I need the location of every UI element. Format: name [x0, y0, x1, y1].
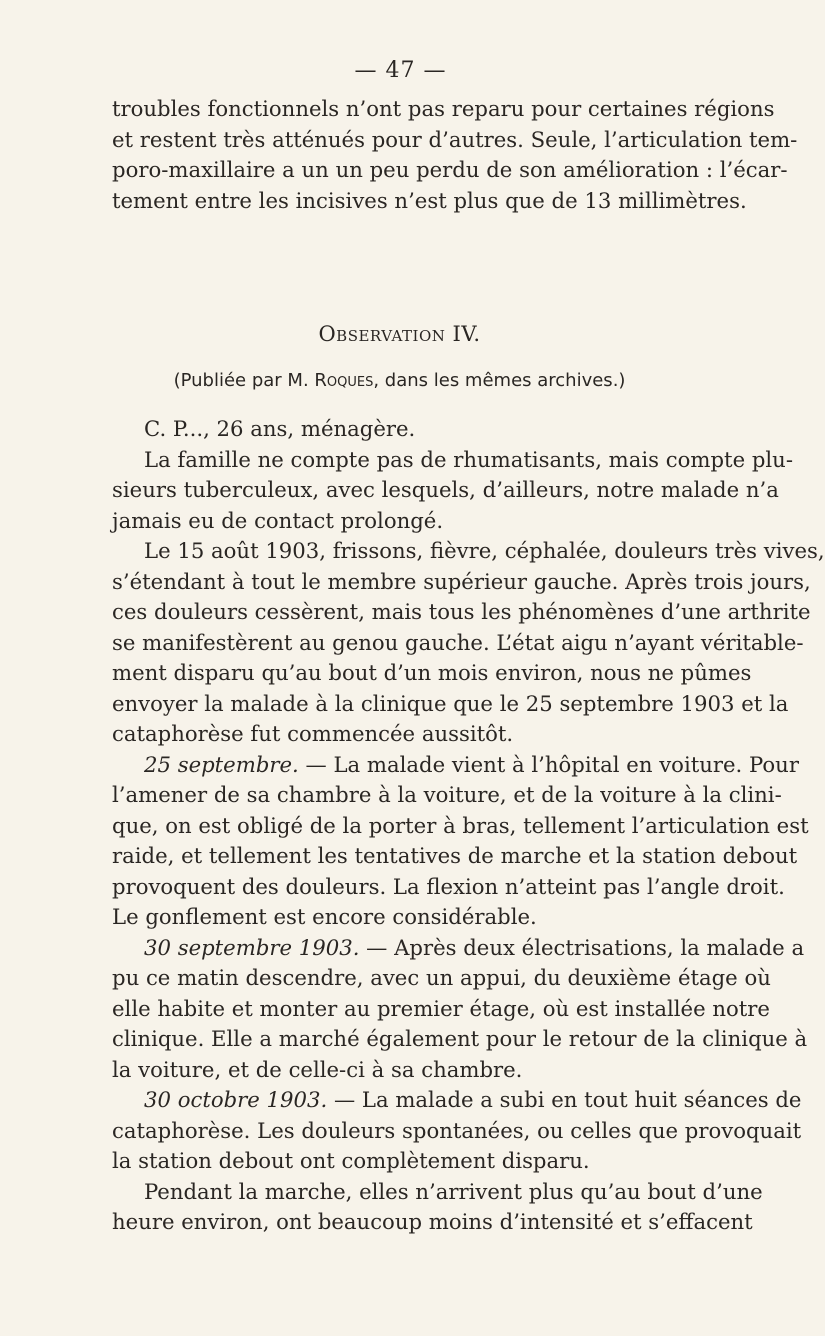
paragraph-august	[112, 536, 825, 750]
paragraph-30-octobre	[112, 1085, 802, 1177]
text-line: cataphorèse fut commencée aussitôt.	[112, 721, 514, 746]
subtitle-author: Roques	[314, 370, 374, 391]
page-body	[112, 94, 825, 1238]
text-line: heure environ, ont beaucoup moins d’intensité et s’effacent	[112, 1209, 753, 1234]
entry-date: 30 septembre 1903.	[144, 934, 360, 960]
text-line: tement entre les incisives n’est plus que de 13 millimètres.	[112, 187, 747, 213]
text-line: et restent très atténués pour d’autres. Seule, l’articulation tem-	[112, 126, 798, 152]
spacer	[112, 396, 687, 414]
text-line: se manifestèrent au genou gauche. L’état aigu n’ayant véritable-	[112, 629, 804, 655]
text-line: envoyer la malade à la clinique que le 25 septembre 1903 et la	[112, 690, 789, 716]
intro-paragraph	[112, 94, 798, 216]
text-line: Le 15 août 1903, frissons, fièvre, céphalée, douleurs très vives,	[144, 538, 825, 563]
text-line: pu ce matin descendre, avec un appui, du deuxième étage où	[112, 965, 771, 990]
text-line	[112, 750, 799, 781]
text-line: troubles fonctionnels n’ont pas reparu pour certaines régions	[112, 96, 775, 121]
page-number: — 47 —	[354, 58, 447, 83]
paragraph-pendant	[112, 1177, 763, 1238]
text-line: provoquent des douleurs. La flexion n’atteint pas l’angle droit.	[112, 873, 785, 899]
subtitle-suffix: , dans les mêmes archives.)	[373, 370, 626, 391]
entry-date: 30 octobre 1903.	[144, 1087, 328, 1112]
subtitle-prefix: (Publiée par M.	[173, 370, 315, 391]
paragraph-family	[112, 445, 793, 537]
text-line: sieurs tuberculeux, avec lesquels, d’ailleurs, notre malade n’a	[112, 477, 779, 502]
text-line: la voiture, et de celle-ci à sa chambre.	[112, 1056, 523, 1082]
patient-line: C. P..., 26 ans, ménagère.	[144, 416, 416, 441]
entry-text: — Après deux électrisations, la malade a	[359, 934, 805, 960]
text-line: raide, et tellement les tentatives de marche et la station debout	[112, 843, 798, 868]
text-line: jamais eu de contact prolongé.	[112, 507, 444, 533]
text-line: ces douleurs cessèrent, mais tous les phénomènes d’une arthrite	[112, 599, 811, 624]
text-line: La famille ne compte pas de rhumatisants, mais compte plu-	[144, 446, 793, 472]
text-line: s’étendant à tout le membre supérieur gauche. Après trois jours,	[112, 568, 811, 594]
text-line: la station debout ont complètement disparu.	[112, 1148, 590, 1173]
text-line: clinique. Elle a marché également pour le retour de la clinique à	[112, 1026, 808, 1051]
observation-title: Observation IV.	[318, 322, 481, 346]
entry-date: 25 septembre.	[144, 751, 299, 777]
text-line: elle habite et monter au premier étage, où est installée notre	[112, 995, 770, 1021]
text-line: Le gonflement est encore considérable.	[112, 904, 537, 929]
text-line: ment disparu qu’au bout d’un mois environ, nous ne pûmes	[112, 660, 752, 685]
text-line	[112, 933, 805, 964]
text-line: poro-maxillaire a un un peu perdu de son amélioration : l’écar-	[112, 157, 788, 182]
paragraph-25-septembre	[112, 750, 809, 933]
text-line: que, on est obligé de la porter à bras, tellement l’articulation est	[112, 812, 809, 838]
entry-text: — La malade vient à l’hôpital en voiture. Pour	[298, 751, 799, 777]
text-line	[112, 1085, 802, 1116]
entry-text: — La malade a subi en tout huit séances de	[327, 1087, 802, 1112]
observation-subtitle	[112, 366, 687, 396]
text-line: l’amener de sa chambre à la voiture, et de la voiture à la clini-	[112, 782, 782, 807]
paragraph-30-septembre	[112, 933, 808, 1086]
text-line: Pendant la marche, elles n’arrivent plus qu’au bout d’une	[144, 1178, 763, 1204]
text-line: cataphorèse. Les douleurs spontanées, ou celles que provoquait	[112, 1117, 802, 1143]
